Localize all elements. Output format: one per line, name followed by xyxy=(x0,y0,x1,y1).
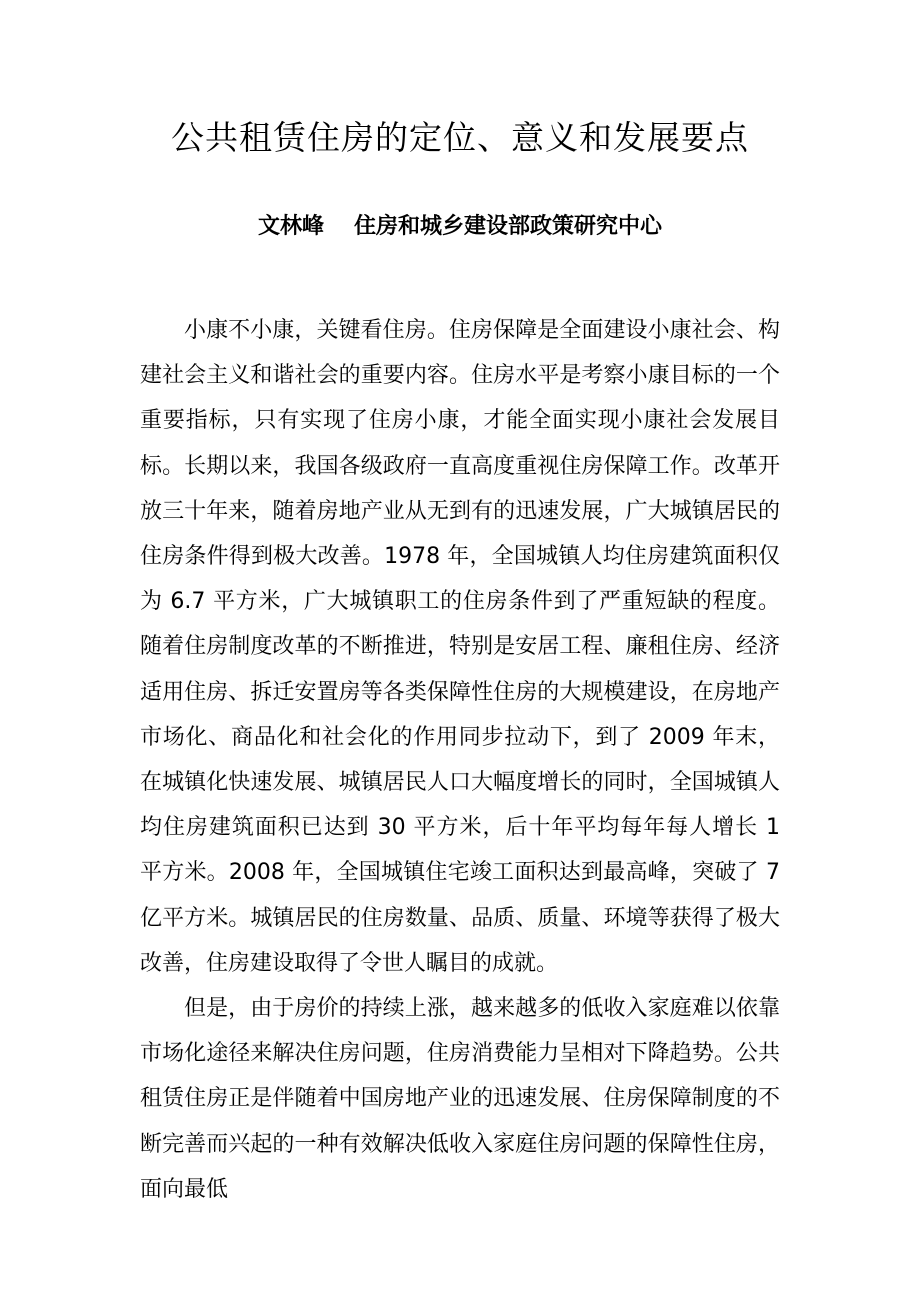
document-title: 公共租赁住房的定位、意义和发展要点 xyxy=(171,118,749,157)
document-body xyxy=(140,308,780,1212)
paragraph-2: 但是，由于房价的持续上涨，越来越多的低收入家庭难以依靠市场化途径来解决住房问题，住房消费能力呈相对下降趋势。公共租赁住房正是伴随着中国房地产业的迅速发展、住房保障制度的不断完善而兴起的一种有效解决低收入家庭住房问题的保障性住房，面向最低 xyxy=(140,996,780,1202)
author-name: 文林峰 xyxy=(257,214,324,239)
byline xyxy=(0,212,920,242)
author-affiliation: 住房和城乡建设部政策研究中心 xyxy=(354,214,663,239)
paragraph-1: 小康不小康，关键看住房。住房保障是全面建设小康社会、构建社会主义和谐社会的重要内容。住房水平是考察小康目标的一个重要指标，只有实现了住房小康，才能全面实现小康社会发展目标。长期以来，我国各级政府一直高度重视住房保障工作。改革开放三十年来，随着房地产业从无到有的迅速发展，广大城镇居民的住房条件得到极大改善。1978 年，全国城镇人均住房建筑面积仅为 6.7 平方米，广大城镇职工的住房条件到了严重短缺的程度。随着住房制度改革的不断推进，特别是安居工程、廉租住房、经济适用住房、拆迁安置房等各类保障性住房的大规模建设，在房地产市场化、商品化和社会化的作用同步拉动下，到了 2009 年末，在城镇化快速发展、城镇居民人口大幅度增长的同时，全国城镇人均住房建筑面积已达到 30 平方米，后十年平均每年每人增长 1 平方米。2008 年，全国城镇住宅竣工面积达到最高峰，突破了 7 亿平方米。城镇居民的住房数量、品质、质量、环境等获得了极大改善，住房建设取得了令世人瞩目的成就。 xyxy=(140,318,780,976)
